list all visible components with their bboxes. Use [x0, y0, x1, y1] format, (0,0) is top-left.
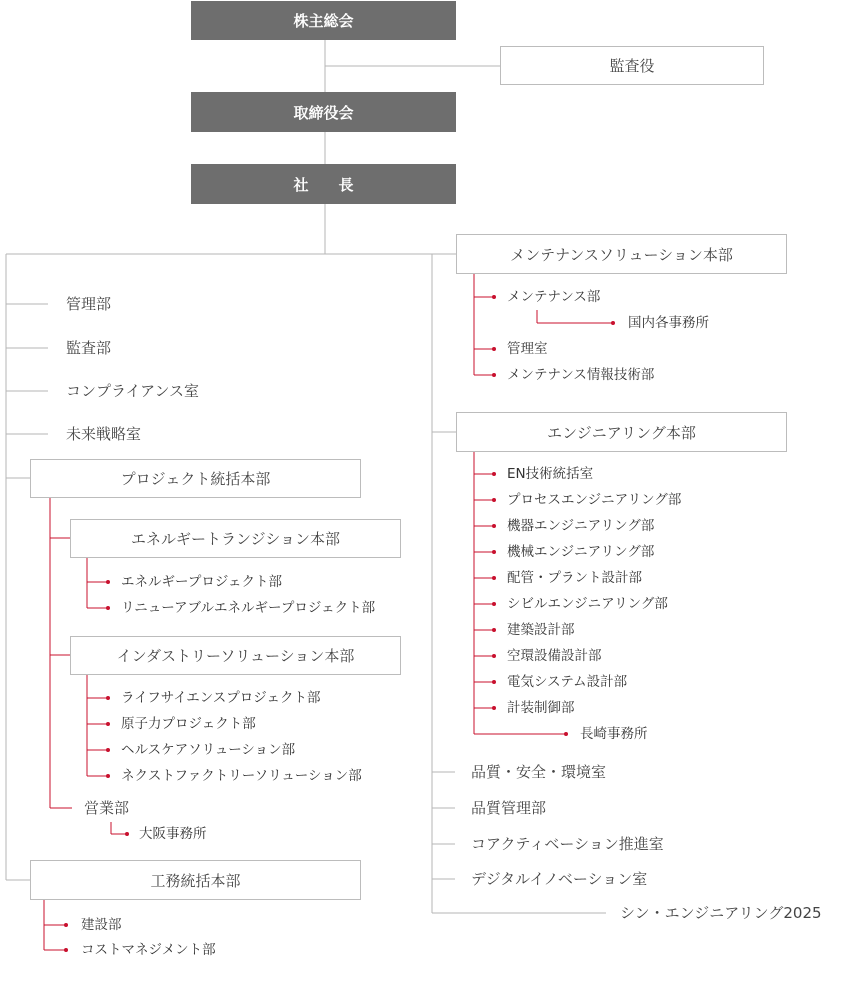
auditor-box: 監査役 [500, 46, 764, 85]
engineering-item: 電気システム設計部 [507, 674, 628, 690]
energy-transition-hq-box: エネルギートランジション本部 [70, 519, 401, 558]
right-staff-coactivation: コアクティベーション推進室 [471, 835, 664, 853]
construction-item: コストマネジメント部 [81, 942, 216, 958]
osaka-office: 大阪事務所 [139, 826, 207, 842]
nagasaki-office: 長崎事務所 [580, 726, 648, 742]
energy-item: エネルギープロジェクト部 [121, 574, 283, 590]
staff-dept-compliance: コンプライアンス室 [66, 382, 200, 400]
staff-dept-future-strategy: 未来戦略室 [66, 425, 142, 443]
engineering-item: 空環設備設計部 [507, 648, 602, 664]
construction-item: 建設部 [81, 917, 122, 933]
staff-dept-audit: 監査部 [66, 339, 112, 357]
maintenance-item: 管理室 [507, 341, 548, 357]
board-of-directors-box: 取締役会 [191, 92, 456, 132]
engineering-item: 建築設計部 [507, 622, 575, 638]
shin-engineering-2025: シン・エンジニアリング2025 [620, 904, 822, 922]
energy-item: リニューアブルエネルギープロジェクト部 [121, 600, 376, 616]
staff-dept-admin: 管理部 [66, 295, 112, 313]
industry-solution-hq-box: インダストリーソリューション本部 [70, 636, 401, 675]
sales-dept: 営業部 [84, 799, 130, 817]
engineering-item: プロセスエンジニアリング部 [507, 492, 682, 508]
right-staff-quality-control: 品質管理部 [471, 799, 547, 817]
right-staff-quality-safety: 品質・安全・環境室 [471, 763, 607, 781]
engineering-item: 計装制御部 [507, 700, 575, 716]
engineering-item: 機器エンジニアリング部 [507, 518, 655, 534]
industry-item: 原子力プロジェクト部 [121, 716, 256, 732]
engineering-item: 機械エンジニアリング部 [507, 544, 655, 560]
industry-item: ライフサイエンスプロジェクト部 [121, 690, 321, 706]
engineering-item: 配管・プラント設計部 [507, 570, 642, 586]
shareholders-meeting-box: 株主総会 [191, 1, 456, 40]
project-hq-box: プロジェクト統括本部 [30, 459, 361, 498]
maintenance-solution-hq-box: メンテナンスソリューション本部 [456, 234, 787, 274]
industry-item: ヘルスケアソリューション部 [121, 742, 296, 758]
engineering-hq-box: エンジニアリング本部 [456, 412, 787, 452]
engineering-item: EN技術統括室 [507, 466, 594, 482]
maintenance-dept: メンテナンス部 [507, 289, 601, 305]
domestic-offices: 国内各事務所 [628, 315, 709, 331]
president-box: 社 長 [191, 164, 456, 204]
engineering-item: シビルエンジニアリング部 [507, 596, 668, 612]
right-staff-digital-innovation: デジタルイノベーション室 [471, 870, 648, 888]
construction-hq-box: 工務統括本部 [30, 860, 361, 900]
industry-item: ネクストファクトリーソリューション部 [121, 768, 362, 784]
maintenance-item: メンテナンス情報技術部 [507, 367, 655, 383]
